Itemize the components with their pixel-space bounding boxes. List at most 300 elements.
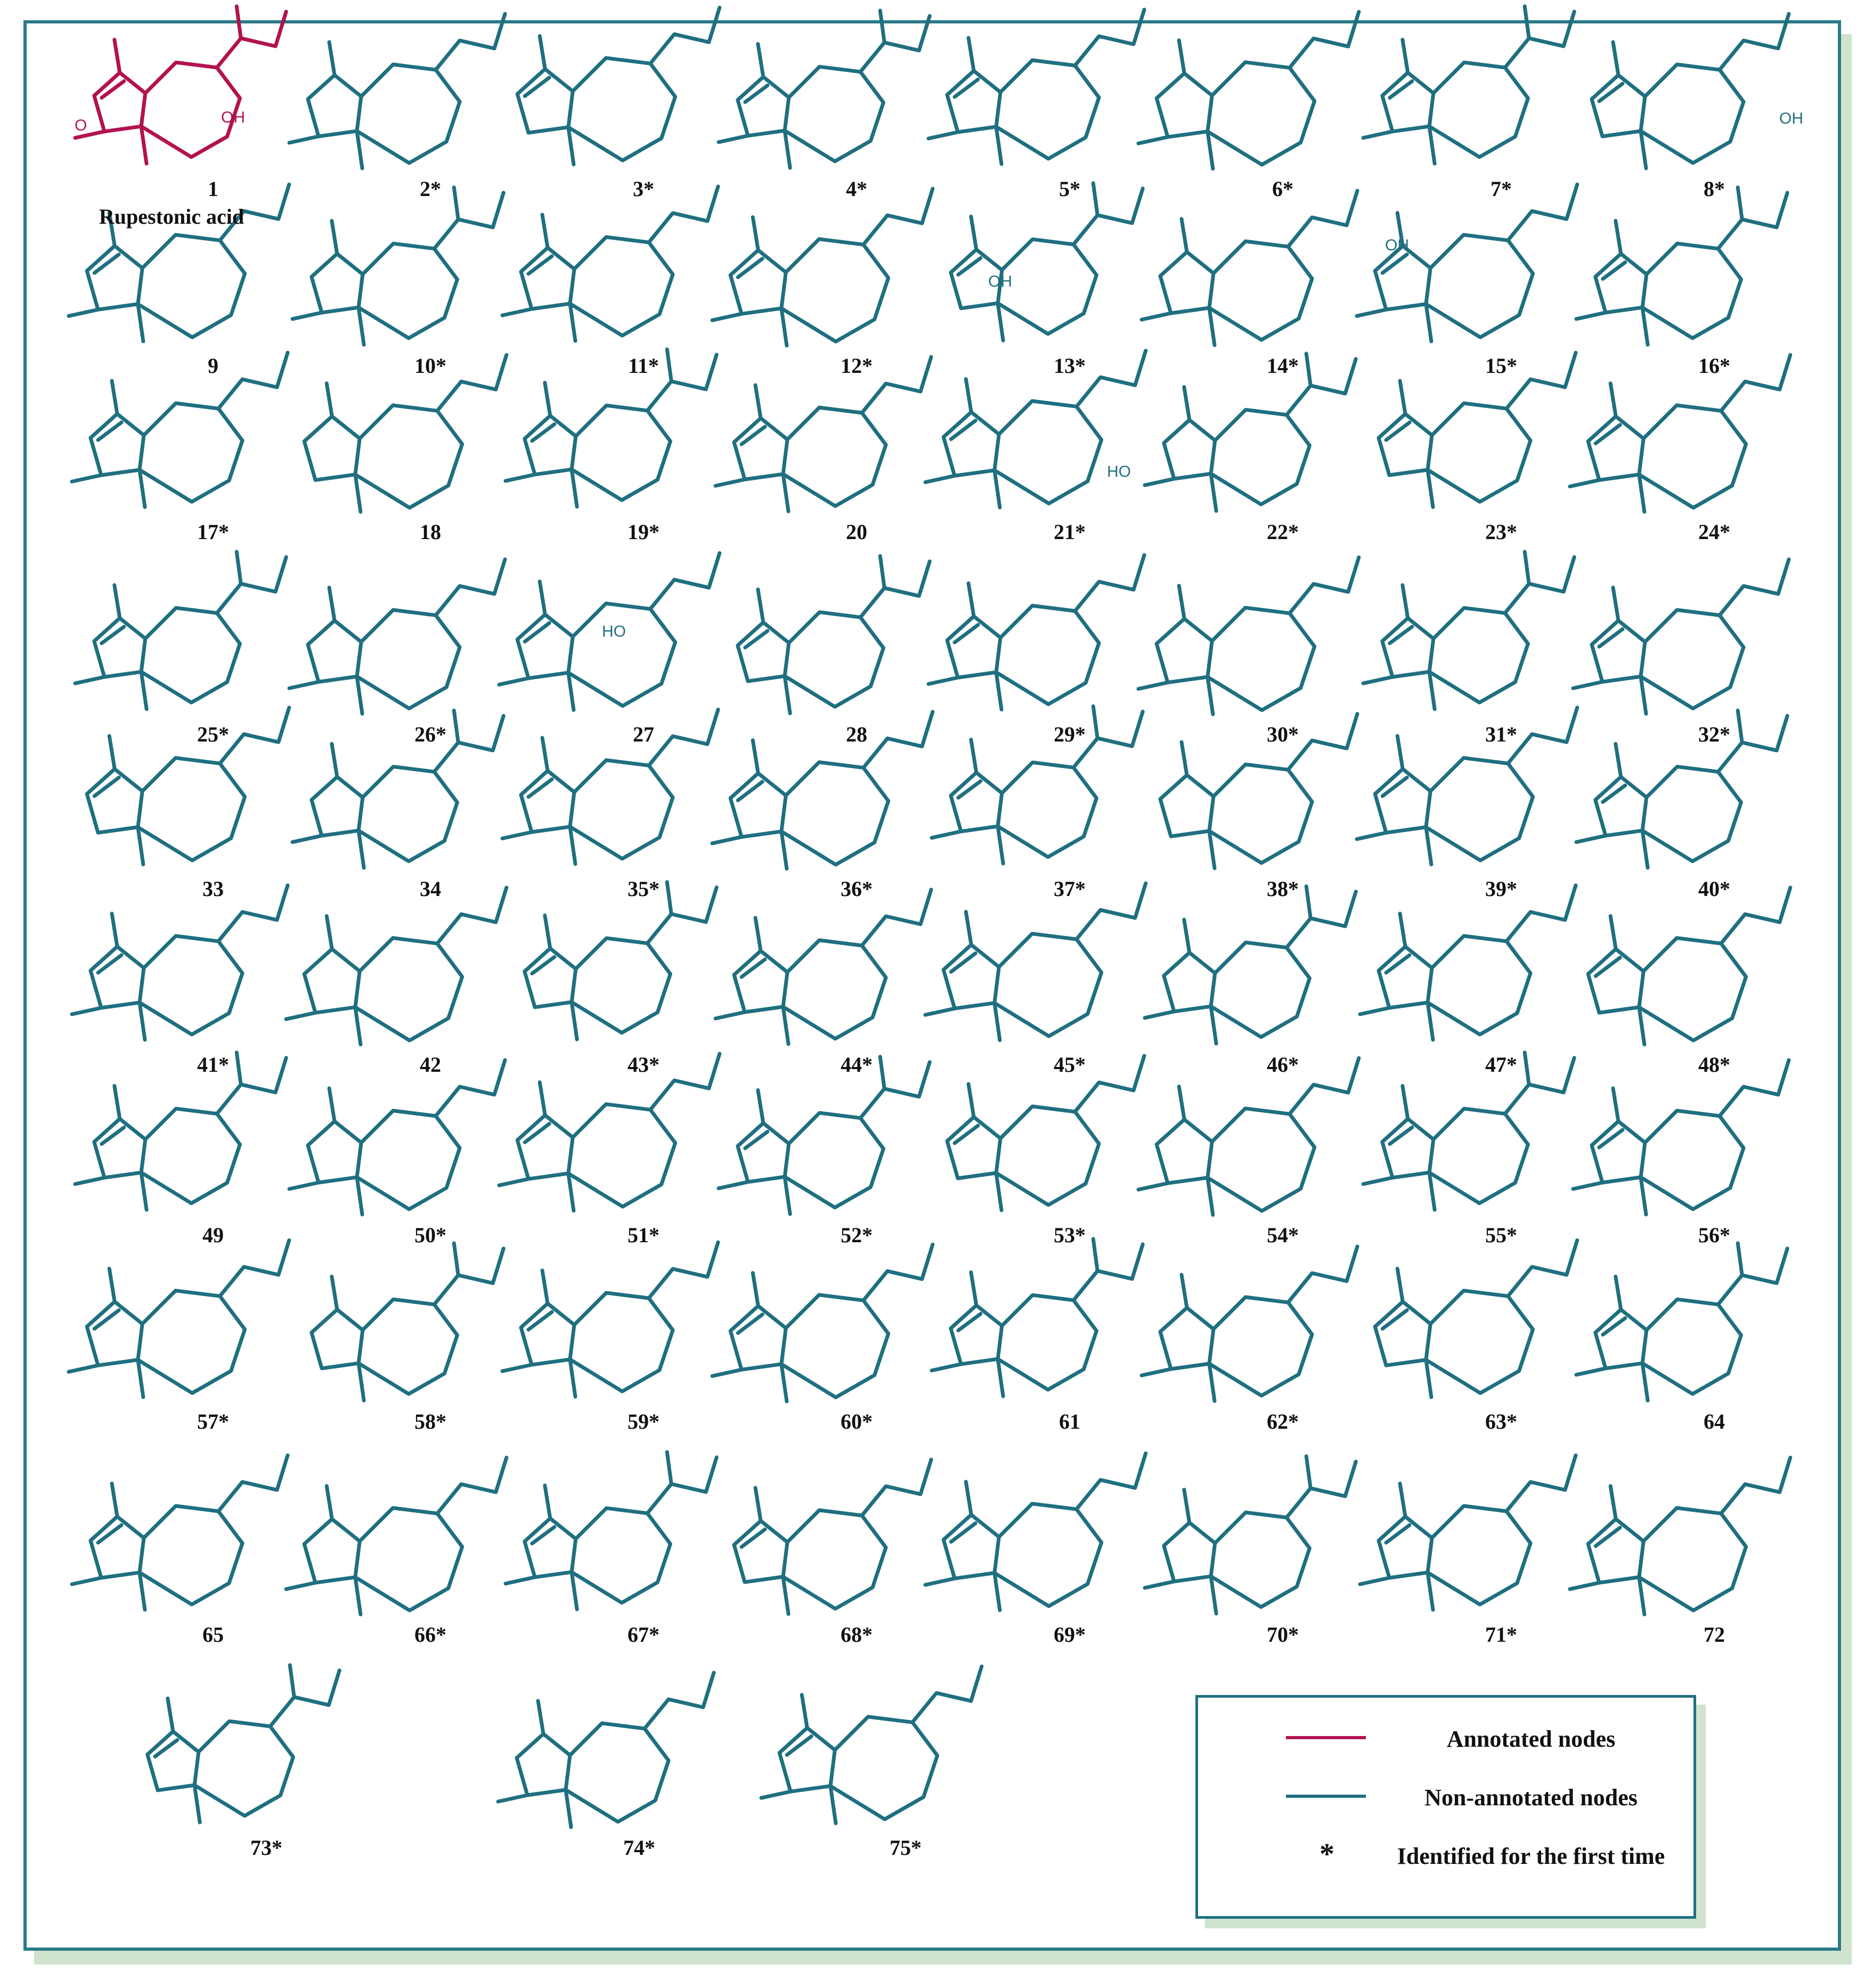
compound-73: [148, 1665, 339, 1860]
side-chain: [649, 1242, 718, 1298]
methyl-bond: [194, 1785, 200, 1822]
compound-40: [1576, 711, 1787, 901]
exo-methylene-bond: [1306, 354, 1310, 386]
compound-44: [715, 890, 931, 1077]
compound-label-43: 43*: [628, 1053, 659, 1077]
carbonyl-bond: [715, 479, 745, 486]
five-membered-ring: [94, 72, 145, 131]
double-bond: [1595, 1528, 1620, 1546]
methyl-bond: [758, 44, 763, 77]
methyl-bond: [966, 912, 971, 945]
compound-75: [761, 1666, 982, 1860]
carbonyl-bond: [929, 678, 958, 684]
compound-51: [499, 1054, 720, 1247]
seven-membered-ring: [357, 64, 460, 163]
methyl-bond: [1426, 827, 1431, 865]
methyl-bond: [359, 1363, 364, 1400]
methyl-bond: [570, 304, 575, 341]
compound-17: [72, 353, 288, 544]
five-membered-ring: [308, 1121, 361, 1183]
carbonyl-bond: [69, 309, 98, 316]
seven-membered-ring: [998, 239, 1096, 334]
methyl-bond: [1426, 1360, 1431, 1397]
methyl-bond: [1610, 1486, 1616, 1519]
compound-label-46: 46*: [1267, 1053, 1299, 1077]
seven-membered-ring: [138, 758, 245, 860]
methyl-bond: [998, 303, 1003, 340]
side-chain: [1718, 193, 1787, 249]
side-chain: [1290, 1058, 1359, 1114]
seven-membered-ring: [995, 1504, 1102, 1606]
methyl-bond: [758, 589, 763, 622]
seven-membered-ring: [1208, 1109, 1315, 1211]
methyl-bond: [542, 215, 548, 248]
side-chain: [1508, 184, 1577, 240]
exo-methylene-bond: [1306, 886, 1310, 918]
methyl-bond: [1639, 1007, 1644, 1045]
compound-30: [1138, 557, 1359, 746]
compound-27: [499, 553, 720, 746]
side-chain: [436, 14, 505, 70]
atom-label: O: [75, 117, 87, 134]
side-chain: [1718, 1249, 1787, 1305]
five-membered-ring: [1382, 618, 1434, 677]
double-bond: [94, 778, 119, 796]
legend-non-annotated-line: [1286, 1795, 1366, 1798]
double-bond: [528, 779, 552, 797]
five-membered-ring: [1382, 72, 1434, 131]
methyl-bond: [355, 1007, 361, 1045]
methyl-bond: [1208, 1178, 1213, 1215]
carbonyl-bond: [932, 832, 961, 838]
methyl-bond: [1426, 304, 1431, 341]
compound-43: [525, 882, 716, 1077]
compound-label-64: 64: [1704, 1409, 1725, 1433]
compound-74: [498, 1673, 714, 1860]
carbonyl-bond: [1357, 833, 1386, 839]
five-membered-ring: [308, 621, 361, 682]
carbonyl-bond: [1363, 677, 1392, 683]
exo-methylene-bond: [667, 882, 671, 914]
double-bond: [1382, 255, 1407, 273]
methyl-bond: [138, 827, 143, 865]
carbonyl-bond: [72, 1578, 101, 1584]
compound-label-25: 25*: [197, 722, 229, 746]
methyl-bond: [1182, 1275, 1187, 1308]
compound-26: [289, 559, 505, 746]
methyl-bond: [968, 38, 974, 71]
seven-membered-ring: [572, 938, 670, 1033]
methyl-bond: [540, 1082, 545, 1115]
exo-methylene-bond: [237, 1053, 241, 1085]
methyl-bond: [753, 1273, 758, 1306]
compound-label-75: 75*: [890, 1836, 922, 1860]
methyl-bond: [1397, 736, 1403, 769]
double-bond: [955, 625, 978, 642]
compound-36: [712, 712, 933, 901]
five-membered-ring: [951, 1305, 1002, 1364]
methyl-bond: [545, 915, 550, 948]
compound-label-10: 10*: [414, 354, 446, 378]
methyl-bond: [1642, 1363, 1648, 1400]
carbonyl-bond: [502, 832, 532, 838]
methyl-bond: [359, 830, 364, 868]
carbonyl-bond: [498, 1795, 527, 1802]
seven-membered-ring: [785, 612, 883, 707]
five-membered-ring: [94, 1119, 145, 1177]
five-membered-ring: [148, 1731, 199, 1790]
seven-membered-ring: [1639, 1508, 1746, 1610]
carbonyl-bond: [1363, 132, 1392, 138]
exo-methylene-bond: [1525, 552, 1529, 584]
methyl-bond: [998, 826, 1003, 863]
compound-45: [925, 883, 1146, 1077]
atom-label: OH: [1385, 237, 1409, 254]
atom-label: OH: [221, 109, 245, 126]
side-chain: [1720, 559, 1789, 615]
methyl-bond: [1641, 1177, 1646, 1215]
side-chain: [437, 1457, 507, 1513]
side-chain: [1288, 1246, 1357, 1302]
five-membered-ring: [1379, 1517, 1432, 1578]
legend-annotated-label: Annotated nodes: [1446, 1726, 1616, 1752]
compound-label-12: 12*: [841, 354, 873, 378]
methyl-bond: [1179, 40, 1184, 74]
methyl-bond: [140, 470, 145, 507]
compound-label-56: 56*: [1698, 1223, 1730, 1247]
five-membered-ring: [1592, 75, 1645, 136]
exo-methylene-bond: [237, 6, 241, 38]
compound-label-21: 21*: [1054, 520, 1086, 544]
side-chain: [270, 1671, 339, 1726]
methyl-bond: [1610, 384, 1616, 417]
methyl-bond: [1400, 914, 1405, 947]
compound-14: [1142, 191, 1357, 378]
side-chain: [1720, 14, 1789, 70]
carbonyl-bond: [1145, 1012, 1174, 1018]
compound-label-24: 24*: [1698, 520, 1730, 544]
seven-membered-ring: [572, 405, 670, 500]
carbonyl-bond: [712, 1370, 742, 1376]
methyl-bond: [1184, 1489, 1190, 1522]
five-membered-ring: [521, 771, 574, 832]
side-chain: [1721, 1457, 1790, 1513]
methyl-bond: [996, 672, 1001, 710]
methyl-bond: [545, 1485, 550, 1518]
methyl-bond: [327, 1486, 332, 1519]
methyl-bond: [327, 384, 332, 417]
carbonyl-bond: [502, 1365, 532, 1371]
atom-label: OH: [988, 273, 1012, 290]
five-membered-ring: [517, 1734, 570, 1795]
compound-2: [289, 14, 505, 201]
methyl-bond: [568, 127, 574, 165]
methyl-bond: [572, 1002, 577, 1039]
double-bond: [742, 427, 765, 444]
methyl-bond: [785, 1177, 790, 1214]
seven-membered-ring: [996, 1106, 1099, 1205]
five-membered-ring: [1595, 777, 1647, 835]
exo-methylene-bond: [290, 1665, 294, 1697]
seven-membered-ring: [570, 1293, 673, 1391]
methyl-bond: [570, 827, 575, 864]
methyl-bond: [115, 585, 120, 618]
legend-row-non-annotated: [1198, 1772, 1693, 1820]
methyl-bond: [995, 1573, 1000, 1610]
compound-58: [312, 1243, 503, 1433]
compound-label-42: 42: [420, 1053, 441, 1077]
compound-label-22: 22*: [1267, 520, 1299, 544]
five-membered-ring: [304, 1519, 360, 1583]
methyl-bond: [140, 1573, 145, 1610]
compound-48: [1588, 887, 1790, 1077]
methyl-bond: [1639, 1577, 1644, 1615]
methyl-bond: [1429, 672, 1435, 709]
side-chain: [1508, 707, 1577, 763]
methyl-bond: [542, 1270, 548, 1303]
seven-membered-ring: [1211, 410, 1309, 504]
carbonyl-bond: [1363, 1178, 1392, 1184]
compound-label-63: 63*: [1485, 1409, 1517, 1433]
side-chain: [1506, 1455, 1576, 1511]
compound-label-17: 17*: [197, 520, 229, 544]
side-chain: [1508, 1240, 1577, 1296]
double-bond: [528, 256, 552, 274]
five-membered-ring: [304, 949, 360, 1013]
methyl-bond: [1209, 1364, 1215, 1401]
methyl-bond: [357, 677, 362, 714]
side-chain: [1073, 1244, 1143, 1300]
double-bond: [955, 1126, 978, 1143]
five-membered-ring: [1164, 1522, 1215, 1581]
compound-label-5: 5*: [1059, 177, 1080, 201]
compound-1: [75, 6, 286, 201]
five-membered-ring: [947, 71, 1000, 132]
methyl-bond: [357, 131, 362, 168]
compound-56: [1573, 1060, 1789, 1247]
carbonyl-bond: [289, 1183, 319, 1189]
methyl-bond: [570, 1359, 575, 1397]
methyl-bond: [1641, 131, 1646, 168]
seven-membered-ring: [1428, 403, 1530, 502]
carbonyl-bond: [712, 837, 742, 843]
five-membered-ring: [1157, 1120, 1212, 1184]
methyl-bond: [998, 1359, 1003, 1396]
methyl-bond: [115, 39, 120, 72]
carbonyl-bond: [1142, 1369, 1171, 1375]
seven-membered-ring: [995, 401, 1102, 503]
compound-33: [87, 707, 289, 901]
seven-membered-ring: [1641, 610, 1744, 708]
compound-72: [1570, 1457, 1790, 1647]
double-bond: [1599, 84, 1623, 101]
methyl-bond: [1429, 126, 1435, 164]
carbonyl-bond: [1573, 682, 1602, 688]
double-bond: [742, 1529, 765, 1547]
seven-membered-ring: [566, 1723, 669, 1822]
methyl-bond: [1428, 1573, 1433, 1610]
compound-37: [932, 706, 1143, 901]
carbonyl-bond: [761, 1791, 791, 1798]
methyl-bond: [1639, 475, 1644, 512]
five-membered-ring: [1595, 1309, 1647, 1368]
side-chain: [860, 561, 930, 617]
seven-membered-ring: [783, 940, 886, 1039]
methyl-bond: [1208, 132, 1213, 169]
compound-63: [1375, 1240, 1577, 1433]
seven-membered-ring: [138, 235, 245, 337]
compound-label-71: 71*: [1485, 1623, 1517, 1647]
seven-membered-ring: [998, 1295, 1096, 1390]
five-membered-ring: [312, 1309, 363, 1368]
methyl-bond: [1403, 1086, 1408, 1119]
compound-39: [1357, 707, 1577, 901]
compound-13: [951, 183, 1143, 378]
seven-membered-ring: [140, 1506, 242, 1604]
seven-membered-ring: [1639, 405, 1746, 508]
exo-methylene-bond: [667, 1452, 671, 1484]
seven-membered-ring: [1211, 942, 1309, 1037]
compound-label-33: 33: [202, 877, 224, 901]
legend-box: [1195, 1695, 1696, 1919]
five-membered-ring: [525, 1518, 576, 1577]
side-chain: [217, 557, 286, 613]
five-membered-ring: [734, 418, 787, 479]
methyl-bond: [332, 744, 337, 777]
seven-membered-ring: [568, 1104, 675, 1207]
legend-annotated-line: [1286, 1736, 1366, 1739]
compound-label-7: 7*: [1491, 177, 1512, 201]
seven-membered-ring: [357, 1111, 460, 1209]
carbonyl-bond: [75, 677, 104, 683]
seven-membered-ring: [1639, 938, 1746, 1040]
atom-label: OH: [1779, 110, 1803, 127]
five-membered-ring: [1379, 414, 1432, 475]
exo-methylene-bond: [1093, 706, 1097, 738]
methyl-bond: [996, 1173, 1001, 1210]
side-chain: [864, 1244, 933, 1300]
compound-60: [712, 1244, 933, 1433]
methyl-bond: [781, 308, 787, 346]
exo-methylene-bond: [667, 349, 671, 381]
asterisk-icon: *: [1320, 1838, 1334, 1871]
methyl-bond: [753, 217, 758, 250]
seven-membered-ring: [1642, 1299, 1741, 1394]
double-bond: [525, 623, 549, 642]
side-chain: [1286, 1462, 1356, 1518]
compound-label-67: 67*: [628, 1623, 659, 1647]
compound-28: [738, 556, 930, 746]
methyl-bond: [140, 1003, 145, 1040]
seven-membered-ring: [998, 762, 1096, 857]
compound-label-36: 36*: [841, 877, 873, 901]
five-membered-ring: [734, 1521, 787, 1582]
compound-label-20: 20: [846, 520, 867, 544]
methyl-bond: [572, 469, 577, 507]
exo-methylene-bond: [1525, 1053, 1529, 1085]
seven-membered-ring: [140, 403, 242, 502]
compound-49: [75, 1053, 286, 1247]
carbonyl-bond: [1360, 1008, 1389, 1014]
methyl-bond: [968, 1084, 974, 1117]
seven-membered-ring: [1428, 936, 1530, 1034]
methyl-bond: [109, 736, 115, 769]
seven-membered-ring: [1641, 64, 1744, 163]
double-bond: [738, 1315, 762, 1333]
carbonyl-bond: [1573, 1183, 1602, 1189]
five-membered-ring: [1164, 420, 1215, 478]
compound-name-rupestonic-acid: Rupestonic acid: [99, 205, 245, 229]
methyl-bond: [1613, 42, 1618, 75]
seven-membered-ring: [572, 1508, 670, 1603]
methyl-bond: [995, 1003, 1000, 1040]
methyl-bond: [1428, 1003, 1433, 1040]
compound-label-3: 3*: [633, 177, 654, 201]
carbonyl-bond: [69, 1365, 98, 1372]
carbonyl-bond: [925, 476, 955, 482]
carbonyl-bond: [1360, 1578, 1389, 1584]
methyl-bond: [329, 588, 335, 621]
five-membered-ring: [525, 948, 576, 1007]
seven-membered-ring: [194, 1721, 293, 1816]
side-chain: [864, 189, 933, 245]
compound-label-39: 39*: [1485, 877, 1517, 901]
compound-label-29: 29*: [1054, 722, 1086, 746]
compound-16: [1576, 188, 1787, 378]
compound-label-15: 15*: [1485, 354, 1517, 378]
compound-57: [69, 1240, 289, 1433]
methyl-bond: [1211, 474, 1216, 511]
seven-membered-ring: [355, 1508, 462, 1610]
exo-methylene-bond: [237, 552, 241, 584]
compound-20: [715, 357, 931, 544]
double-bond: [742, 959, 765, 977]
compound-label-19: 19*: [628, 520, 659, 544]
carbonyl-bond: [72, 1008, 101, 1014]
double-bond: [98, 955, 121, 973]
methyl-bond: [566, 1790, 571, 1827]
five-membered-ring: [1160, 252, 1214, 313]
compound-62: [1142, 1246, 1357, 1433]
methyl-bond: [755, 1488, 761, 1521]
compound-18: [304, 355, 507, 544]
side-chain: [647, 1457, 716, 1513]
carbonyl-bond: [929, 132, 958, 138]
legend-row-first-time: [1198, 1831, 1693, 1879]
carbonyl-bond: [925, 1578, 955, 1585]
methyl-bond: [1208, 677, 1213, 714]
compound-54: [1138, 1058, 1359, 1247]
compound-label-14: 14*: [1267, 354, 1299, 378]
compound-label-38: 38*: [1267, 877, 1299, 901]
side-chain: [1290, 12, 1359, 68]
compound-label-1: 1: [208, 177, 218, 201]
five-membered-ring: [738, 622, 789, 681]
five-membered-ring: [312, 254, 363, 312]
compound-65: [72, 1455, 288, 1647]
five-membered-ring: [308, 75, 361, 136]
methyl-bond: [1641, 677, 1646, 714]
side-chain: [913, 1666, 982, 1722]
methyl-bond: [327, 916, 332, 949]
seven-membered-ring: [1429, 608, 1528, 703]
side-chain: [860, 16, 930, 72]
side-chain: [650, 1054, 720, 1110]
methyl-bond: [785, 131, 790, 168]
compound-label-51: 51*: [628, 1223, 659, 1247]
five-membered-ring: [312, 777, 363, 835]
seven-membered-ring: [996, 606, 1099, 704]
